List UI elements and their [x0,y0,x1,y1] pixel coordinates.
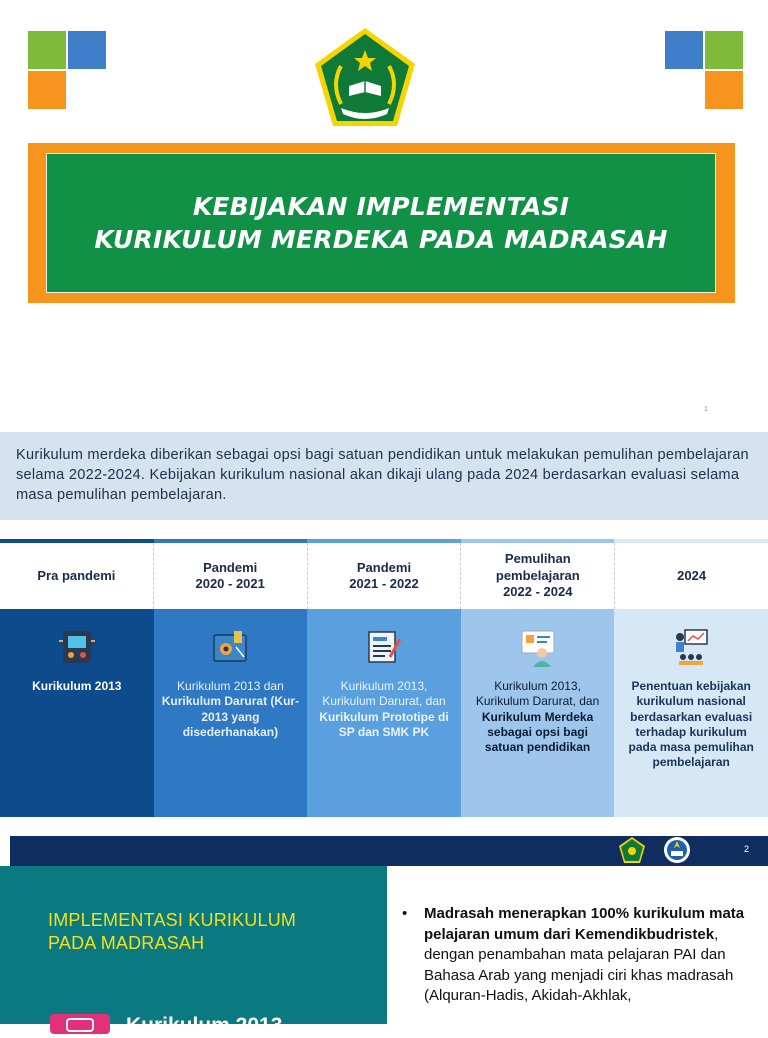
intro-text: Kurikulum merdeka diberikan sebagai opsi bagi satuan pendidikan untuk melakukan pemulihan pembelajaran selama 2022-2024. Kebijakan kurikulum nasional akan dikaji ulang pada 2024 berdasarkan evaluasi selama masa pemulihan pembelajaran. [16,447,749,503]
timeline-header-label: Pandemi 2021 - 2022 [349,559,419,591]
deco-square-orange-tl [28,71,66,109]
timeline-column-pra-pandemi [0,609,154,817]
slide-3-title: IMPLEMENTASI KURIKULUM PADA MADRASAH [48,910,297,953]
slide-1-title-line-2: KURIKULUM MERDEKA PADA MADRASAH [94,225,668,254]
timeline-header-label: Pra pandemi [37,567,116,583]
timeline-column-pandemi-2020 [154,609,308,817]
teacher-presentation-icon [671,627,711,667]
deco-square-green-tr [705,31,743,69]
deco-square-green-tl [28,31,66,69]
deco-square-orange-tr [705,71,743,109]
slide-2 [0,432,768,818]
slide-3-header-band [10,836,768,866]
timeline-columns [0,609,768,817]
timeline-header [461,543,615,609]
timeline-header-row [0,543,768,609]
circuit-board-icon [57,627,97,667]
slide-3 [0,826,768,1037]
document-edit-icon [364,627,404,667]
title-frame [28,143,735,303]
slide-1-page-number: 1 [704,406,708,413]
title-box [46,153,716,293]
blueprint-gear-icon [210,627,250,667]
timeline-header-label: Pandemi 2020 - 2021 [195,559,265,591]
kemenag-emblem-icon [311,26,419,130]
timeline-header [615,543,768,609]
kemenag-emblem-icon [618,836,646,864]
student-board-icon [518,627,558,667]
timeline-text: Penentuan kebijakan kurikulum nasional berdasarkan evaluasi terhadap kurikulum pada masa pemulihan pembelajaran [628,679,754,770]
badge-outline-icon [66,1018,94,1032]
slide-3-bullet-list [400,904,760,1007]
timeline-text: Kurikulum 2013, Kurikulum Darurat, dan Kurikulum Merdeka sebagai opsi bagi satuan pendidikan [475,679,600,755]
slide-3-teal-panel [0,866,387,1037]
timeline-column-2024 [614,609,768,817]
timeline-header [154,543,308,609]
timeline-header [308,543,462,609]
timeline-header-label: Pemulihan pembelajaran 2022 - 2024 [495,551,580,600]
timeline-text: Kurikulum 2013 dan Kurikulum Darurat (Kur-2013 yang disederhanakan) [161,679,300,739]
deco-square-blue-tr [665,31,703,69]
slide-1-title-line-1: KEBIJAKAN IMPLEMENTASI [192,192,570,221]
slide-1 [0,0,768,425]
intro-box [0,432,768,520]
timeline-column-pandemi-2021 [307,609,461,817]
timeline-header [0,543,154,609]
timeline-column-pemulihan [461,609,615,817]
list-item: • Madrasah menerapkan 100% kurikulum mata pelajaran umum dari Kemendikbudristek, dengan penambahan mata pelajaran PAI dan Bahasa Arab yang menjadi ciri khas madrasah (Alquran-Hadis, Akidah-Akhlak, [400,904,760,1007]
slide-3-page-number: 2 [744,844,750,854]
kemendikbud-logo-icon [663,836,691,864]
timeline-text: Kurikulum 2013 [32,679,122,693]
slide-3-peek-label: Kurikulum 2013 [126,1014,283,1037]
timeline-header-label: 2024 [677,567,707,583]
deco-square-blue-tl [68,31,106,69]
timeline-text: Kurikulum 2013, Kurikulum Darurat, dan Kurikulum Prototipe di SP dan SMK PK [319,679,449,739]
